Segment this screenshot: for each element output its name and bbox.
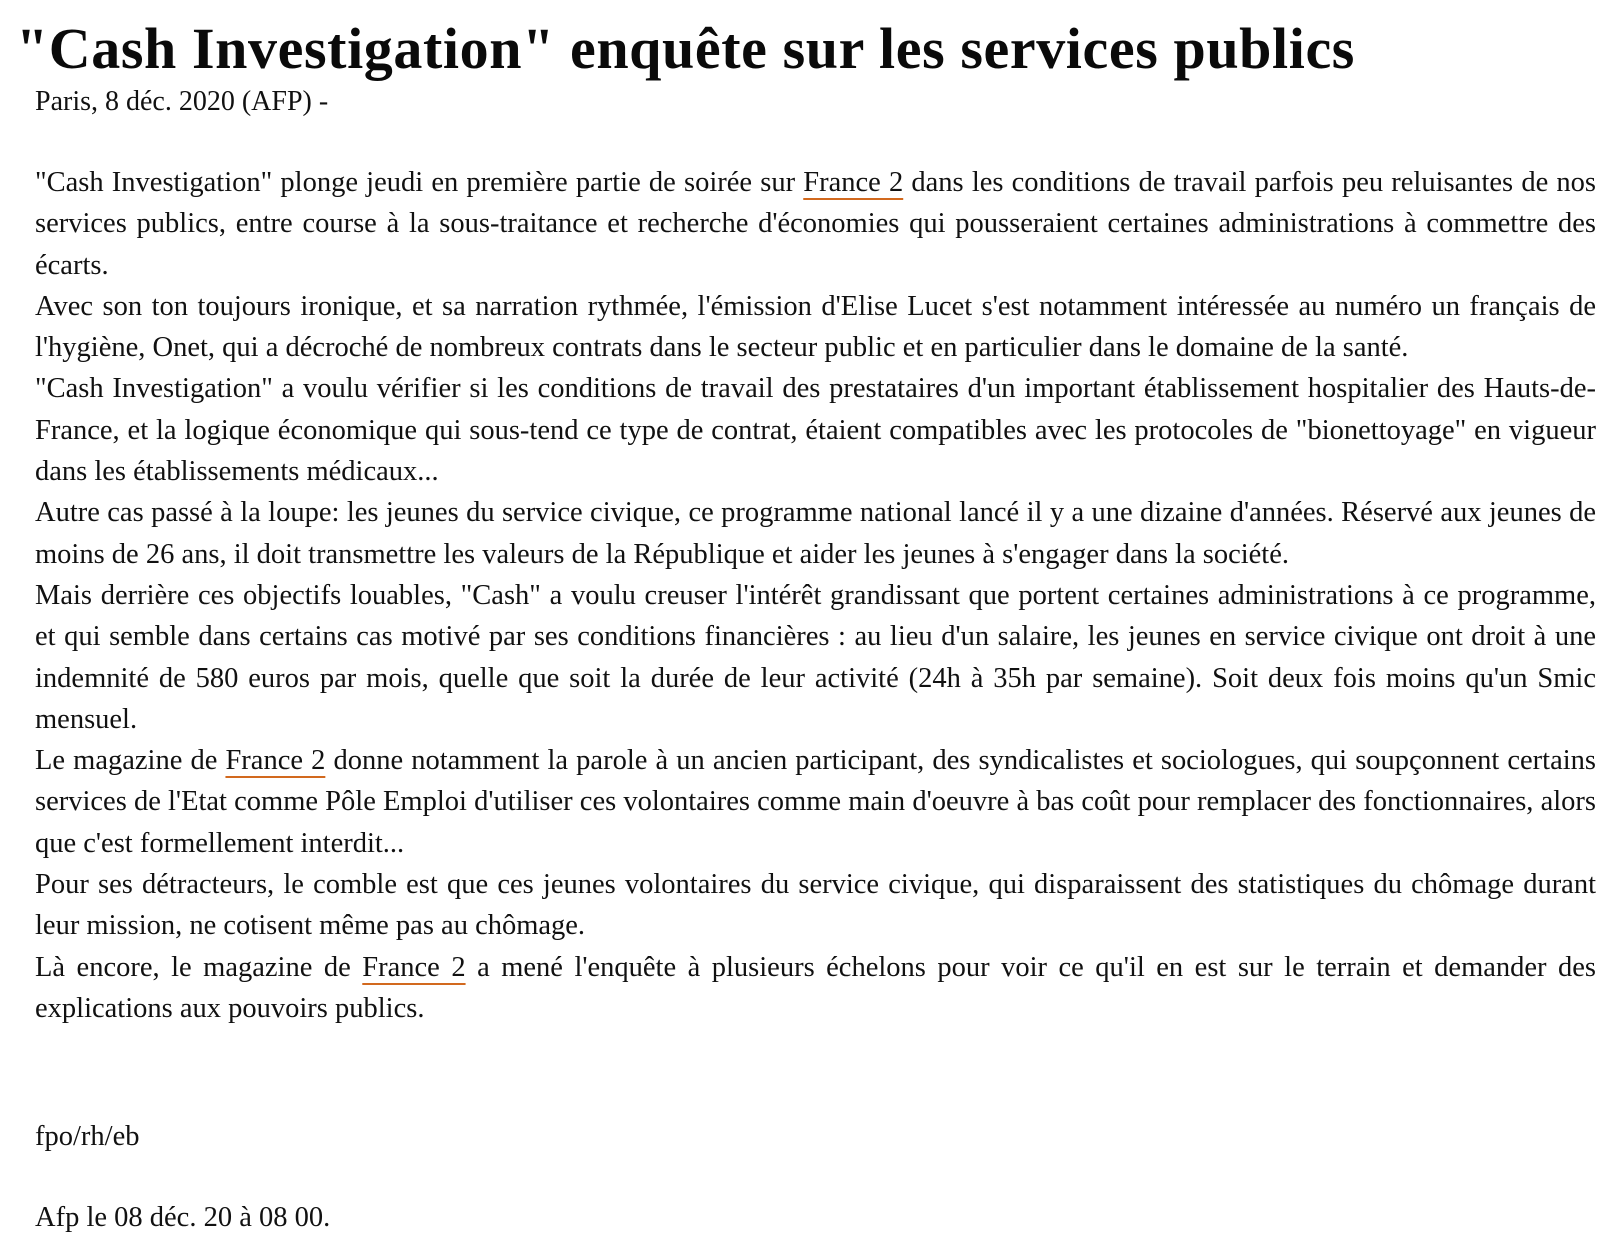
- article-title: "Cash Investigation" enquête sur les services publics: [16, 16, 1355, 81]
- dateline: Paris, 8 déc. 2020 (AFP) -: [35, 86, 329, 117]
- paragraph-4: Autre cas passé à la loupe: les jeunes du service civique, ce programme national lancé il y a une dizaine d'années. Réservé aux jeunes de moins de 26 ans, il doit transmettre les valeurs de la République et aider les jeunes à s'engager dans la société.: [35, 497, 1596, 570]
- paragraph-1: [35, 162, 1596, 286]
- paragraph-6: [35, 740, 1596, 864]
- paragraph-8-text-end: a mené l'enquête à plusieurs échelons pour voir ce qu'il en est sur le terrain et demander des explications aux pouvoirs publics.: [35, 951, 1597, 1024]
- france-2-link[interactable]: France 2: [803, 167, 904, 198]
- paragraph-6-text-start: Le magazine de: [35, 745, 226, 777]
- paragraph-2: Avec son ton toujours ironique, et sa narration rythmée, l'émission d'Elise Lucet s'est notamment intéressée au numéro un français de l'hygiène, Onet, qui a décroché de nombreux contrats dans le secteur public et en particulier dans le domaine de la santé.: [35, 290, 1596, 364]
- paragraph-5: Mais derrière ces objectifs louables, "Cash" a voulu creuser l'intérêt grandissant que portent certaines administrations à ce programme, et qui semble dans certains cas motivé par ses conditions financières : au lieu d'un salaire, les jeunes en service civique ont droit à une indemnité de 580 euros par mois, quelle que soit la durée de leur activité (24h à 35h par semaine). Soit deux fois moins qu'un Smic mensuel.: [35, 579, 1596, 735]
- paragraph-7: Pour ses détracteurs, le comble est que ces jeunes volontaires du service civique, qui disparaissent des statistiques du chômage durant leur mission, ne cotisent même pas au chômage.: [35, 869, 1596, 942]
- paragraph-6-text-end: donne notamment la parole à un ancien participant, des syndicalistes et sociologues, qui soupçonnent certains services de l'Etat comme Pôle Emploi d'utiliser ces volontaires comme main d'oeuvre à bas coût pour remplacer des fonctionnaires, alors que c'est formellement interdit...: [35, 745, 1596, 859]
- france-2-link[interactable]: France 2: [225, 745, 326, 777]
- paragraph-8: [35, 947, 1596, 1030]
- publication-footer: Afp le 08 déc. 20 à 08 00.: [35, 1202, 331, 1233]
- paragraph-3: "Cash Investigation" a voulu vérifier si les conditions de travail des prestataires d'un important établissement hospitalier des Hauts-de-France, et la logique économique qui sous-tend ce type de contrat, étaient compatibles avec les protocoles de "bionettoyage" en vigueur dans les établissements médicaux...: [35, 373, 1596, 488]
- france-2-link[interactable]: France 2: [362, 951, 466, 983]
- article-body: [35, 162, 1596, 1029]
- paragraph-1-text-end: dans les conditions de travail parfois peu reluisantes de nos services publics, entre course à la sous-traitance et recherche d'économies qui pousseraient certaines administrations à commettre des écarts.: [35, 167, 1597, 281]
- author-initials: fpo/rh/eb: [35, 1121, 140, 1152]
- paragraph-1-text-start: "Cash Investigation" plonge jeudi en première partie de soirée sur: [35, 167, 804, 198]
- paragraph-8-text-start: Là encore, le magazine de: [35, 951, 363, 983]
